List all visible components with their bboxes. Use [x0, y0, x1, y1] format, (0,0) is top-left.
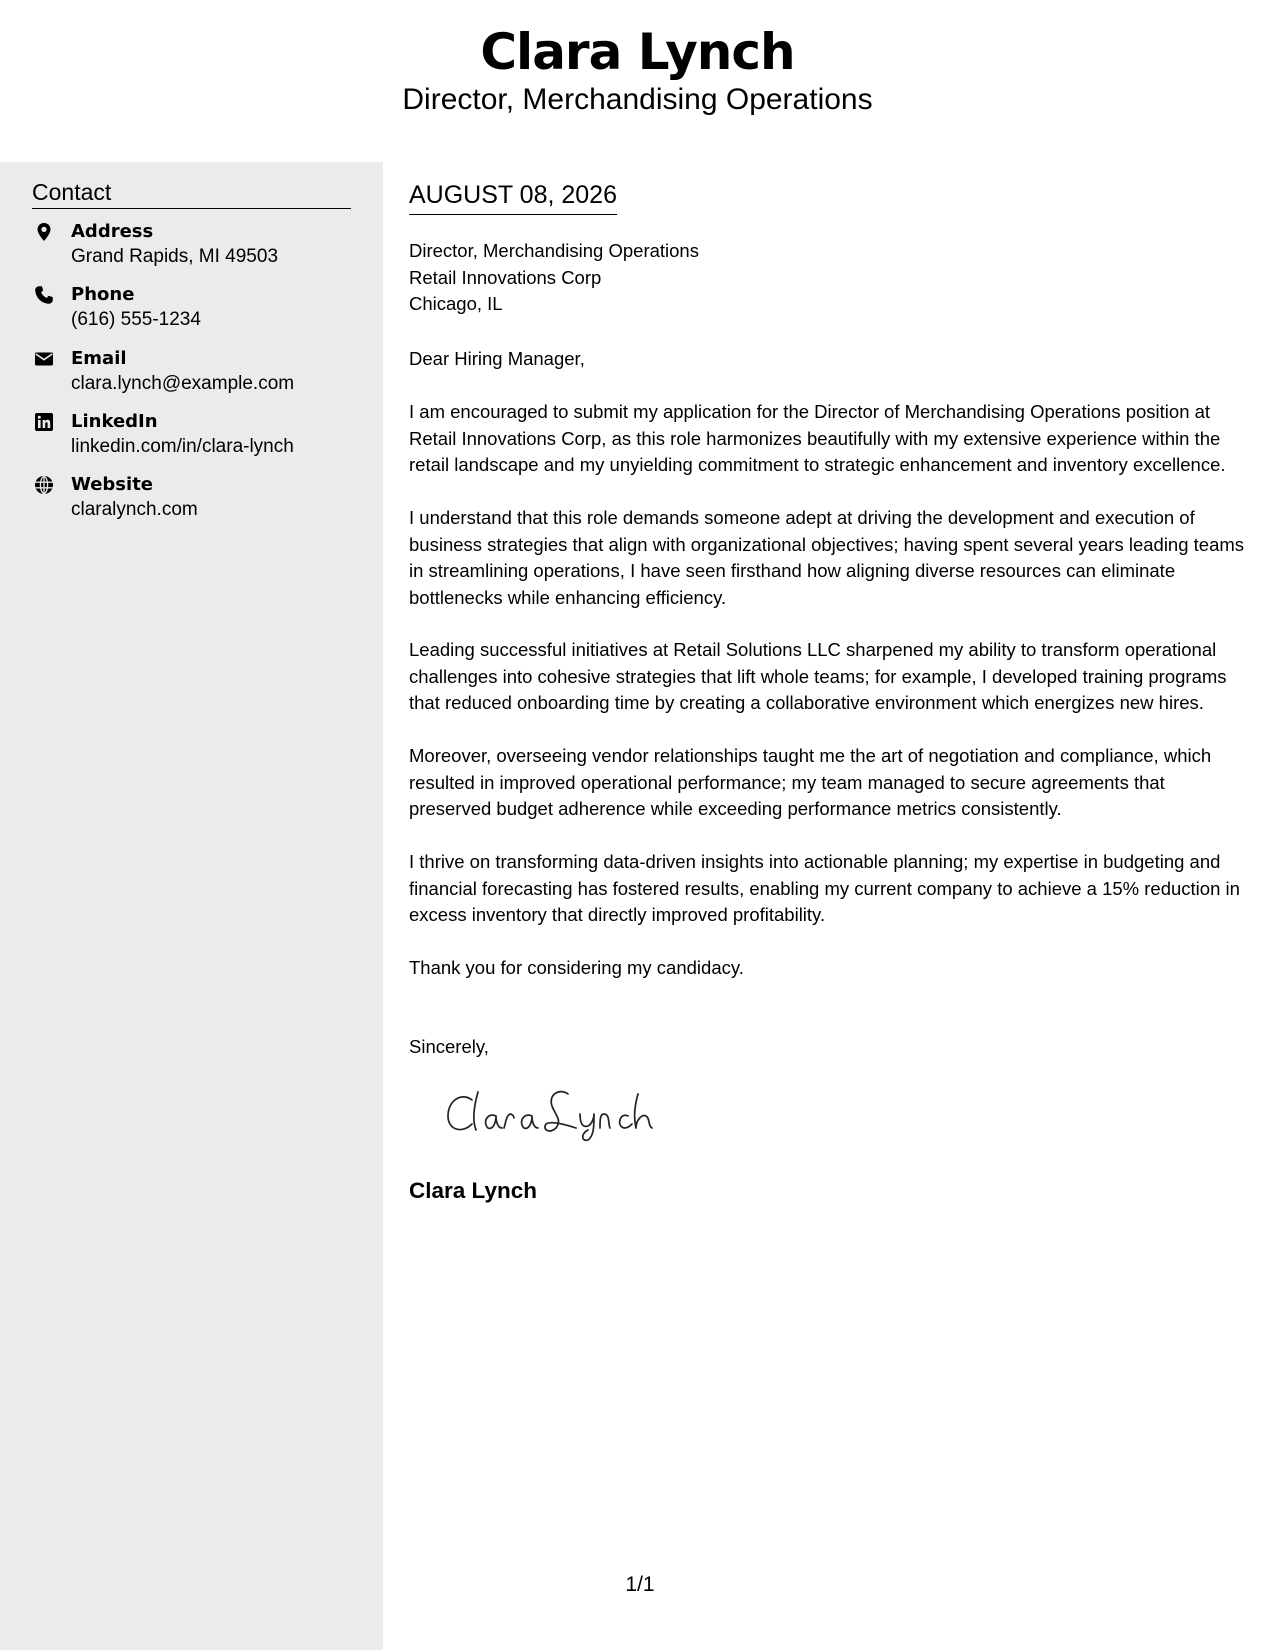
contact-label: Website — [71, 474, 154, 495]
map-pin-icon — [34, 222, 54, 242]
contact-website — [32, 473, 362, 529]
contact-label: Phone — [71, 284, 135, 305]
contact-value: linkedin.com/in/clara-lynch — [71, 436, 294, 457]
contact-value: claralynch.com — [71, 499, 198, 520]
page-header — [0, 0, 1275, 162]
contact-linkedin — [32, 410, 362, 466]
letter-date: AUGUST 08, 2026 — [409, 179, 617, 215]
contact-label: Address — [71, 221, 154, 242]
contact-label: LinkedIn — [71, 411, 158, 432]
applicant-name: Clara Lynch — [480, 23, 795, 81]
contact-heading: Contact — [32, 177, 351, 209]
contact-value: Grand Rapids, MI 49503 — [71, 246, 279, 267]
globe-icon — [34, 475, 54, 495]
contact-value: clara.lynch@example.com — [71, 373, 295, 394]
contact-email — [32, 347, 362, 403]
recipient-location: Chicago, IL — [409, 293, 503, 314]
body-paragraph: I am encouraged to submit my application for the Director of Merchandising Operations position at Retail Innovations Corp, as this role harmonizes beautifully with my extensive experience within the retail landscape and my unyielding commitment to strategic enhancement and inventory excellence. — [409, 401, 1226, 475]
body-paragraph: Leading successful initiatives at Retail Solutions LLC sharpened my ability to transform operational challenges into cohesive strategies that lift whole teams; for example, I developed training programs that reduced onboarding time by creating a collaborative environment which energizes new hires. — [409, 639, 1227, 713]
page-number: 1/1 — [625, 1573, 655, 1596]
envelope-icon — [34, 349, 54, 369]
body-paragraph: Thank you for considering my candidacy. — [409, 957, 744, 978]
contact-label: Email — [71, 348, 127, 369]
greeting: Dear Hiring Manager, — [409, 348, 585, 369]
closing: Sincerely, — [409, 1036, 489, 1057]
recipient-block — [409, 238, 1249, 318]
body-paragraph: Moreover, overseeing vendor relationships taught me the art of negotiation and compliance, which resulted in improved operational performance; my team managed to secure agreements that preserved budget adherence while exceeding performance metrics consistently. — [409, 745, 1212, 819]
applicant-title: Director, Merchandising Operations — [402, 83, 873, 116]
handwritten-signature — [444, 1086, 664, 1142]
recipient-company: Retail Innovations Corp — [409, 266, 602, 288]
contact-address — [32, 220, 362, 276]
signer-name: Clara Lynch — [409, 1178, 537, 1203]
body-paragraph: I thrive on transforming data-driven insights into actionable planning; my expertise in budgeting and financial forecasting has fostered results, enabling my current company to achieve a 15% reduction in excess inventory that directly improved profitability. — [409, 851, 1240, 925]
body-paragraph: I understand that this role demands someone adept at driving the development and execution of business strategies that align with organizational objectives; having spent several years leading teams in streamlining operations, I have seen firsthand how aligning diverse resources can eliminate bottlenecks while enhancing efficiency. — [409, 507, 1245, 608]
phone-icon — [34, 285, 54, 305]
recipient-title: Director, Merchandising Operations — [409, 240, 699, 261]
contact-value: (616) 555-1234 — [71, 309, 201, 330]
linkedin-icon — [34, 412, 54, 432]
contact-phone — [32, 283, 362, 339]
